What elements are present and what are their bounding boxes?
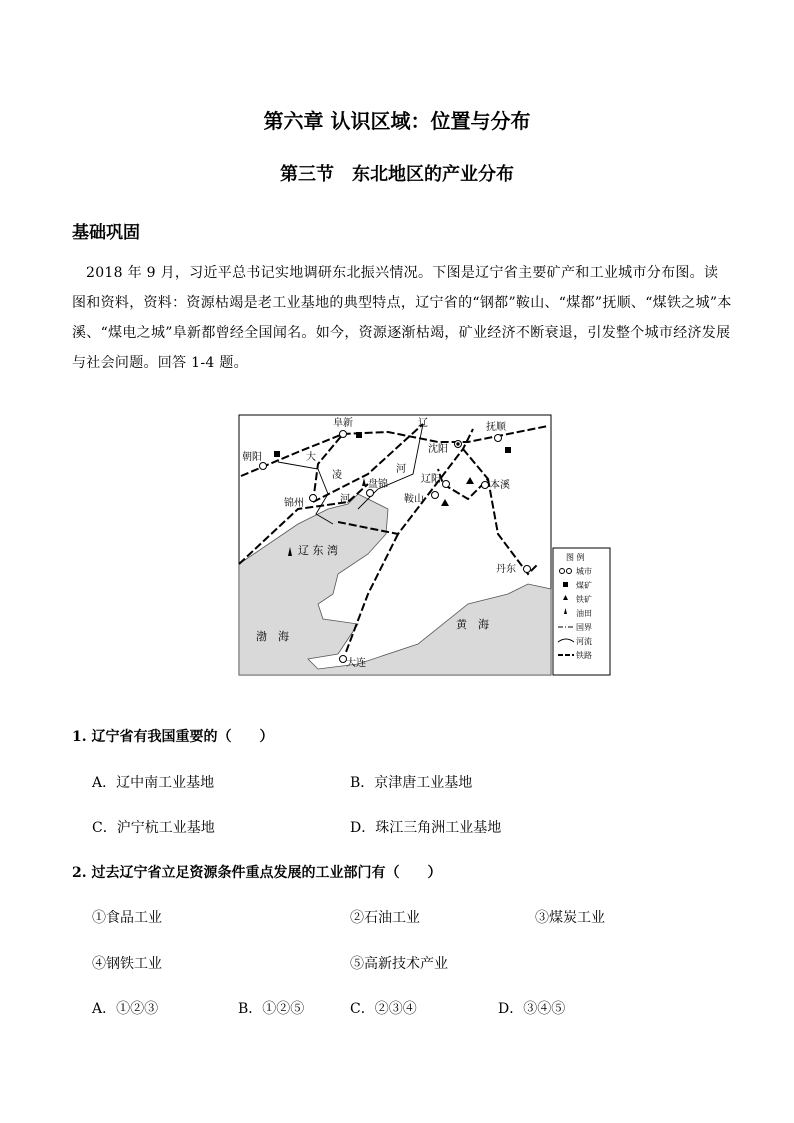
legend-iron: 铁矿 — [576, 595, 592, 604]
q2-item-4: ④钢铁工业 — [92, 956, 162, 972]
legend-railway: 铁路 — [576, 651, 592, 660]
city-marker — [495, 435, 502, 442]
city-label: 丹东 — [496, 564, 516, 575]
city-marker — [260, 463, 267, 470]
subsection-heading: 基础巩固 — [72, 223, 140, 243]
coal-mine-icon — [505, 447, 511, 453]
q2-item-1: ①食品工业 — [92, 910, 162, 926]
city-marker — [367, 490, 374, 497]
section-title: 第三节 东北地区的产业分布 — [280, 164, 514, 185]
city-label: 沈阳 — [428, 444, 448, 455]
coal-mine-icon — [356, 432, 362, 438]
legend-oil: 油田 — [576, 609, 592, 618]
q1-option-c[interactable]: C．沪宁杭工业基地 — [92, 820, 215, 836]
river-label: 辽 — [418, 418, 428, 429]
q1-option-a[interactable]: A．辽中南工业基地 — [92, 775, 215, 791]
sea-label: 渤 海 — [256, 630, 289, 643]
legend-river: 河流 — [576, 637, 592, 646]
sea-label: 辽 东 湾 — [298, 544, 338, 557]
legend-city: 城市 — [576, 567, 592, 576]
coal-mine-icon — [274, 451, 280, 457]
river-label: 河 — [396, 464, 406, 475]
city-label: 锦州 — [284, 498, 304, 509]
q2-option-d[interactable]: D．③④⑤ — [498, 1001, 566, 1017]
q2-item-3: ③煤炭工业 — [535, 910, 605, 926]
city-label: 朝阳 — [242, 452, 262, 463]
city-marker — [310, 495, 317, 502]
city-marker — [443, 481, 450, 488]
city-label: 辽阳 — [421, 474, 441, 485]
city-label: 本溪 — [490, 480, 510, 491]
city-label: 盘锦 — [368, 479, 388, 490]
question-2-stem: 2. 过去辽宁省立足资源条件重点发展的工业部门有（ ） — [72, 865, 442, 881]
q2-option-a[interactable]: A．①②③ — [92, 1001, 159, 1017]
city-label: 鞍山 — [404, 494, 424, 505]
sea-label: 黄 海 — [456, 618, 489, 631]
legend-coal: 煤矿 — [576, 581, 592, 590]
legend-title: 图 例 — [566, 553, 585, 562]
river-label: 凌 — [332, 470, 342, 481]
river-label: 河 — [340, 494, 350, 505]
q2-item-5: ⑤高新技术产业 — [350, 956, 448, 972]
river-label: 大 — [306, 452, 316, 463]
chapter-title: 第六章 认识区域：位置与分布 — [263, 109, 531, 133]
legend-border: 国界 — [576, 623, 592, 632]
city-marker — [340, 431, 347, 438]
q1-option-b[interactable]: B．京津唐工业基地 — [350, 775, 473, 791]
city-marker — [482, 482, 489, 489]
city-label: 阜新 — [333, 418, 353, 429]
city-marker — [524, 566, 531, 573]
intro-paragraph: 2018 年 9 月，习近平总书记实地调研东北振兴情况。下图是辽宁省主要矿产和工业城市分布图。读图和资料，资料：资源枯竭是老工业基地的典型特点，辽宁省的“钢都”鞍山、“煤都”抚顺、“煤铁之城”本溪、“煤电之城”阜新都曾经全国闻名。如今，资源逐渐枯竭，矿业经济不断衰退，引发整个城市经济发展与社会问题。回答 1-4 题。 — [72, 265, 732, 371]
map-legend — [553, 548, 610, 675]
q2-option-c[interactable]: C．②③④ — [350, 1001, 417, 1017]
city-marker — [432, 492, 439, 499]
question-1-stem: 1. 辽宁省有我国重要的（ ） — [72, 729, 274, 745]
q1-option-d[interactable]: D．珠江三角洲工业基地 — [350, 820, 502, 836]
liaoning-map — [238, 414, 612, 678]
q2-item-2: ②石油工业 — [350, 910, 420, 926]
city-label: 大连 — [346, 658, 366, 669]
q2-option-b[interactable]: B．①②⑤ — [238, 1001, 305, 1017]
city-label: 抚顺 — [486, 422, 506, 433]
